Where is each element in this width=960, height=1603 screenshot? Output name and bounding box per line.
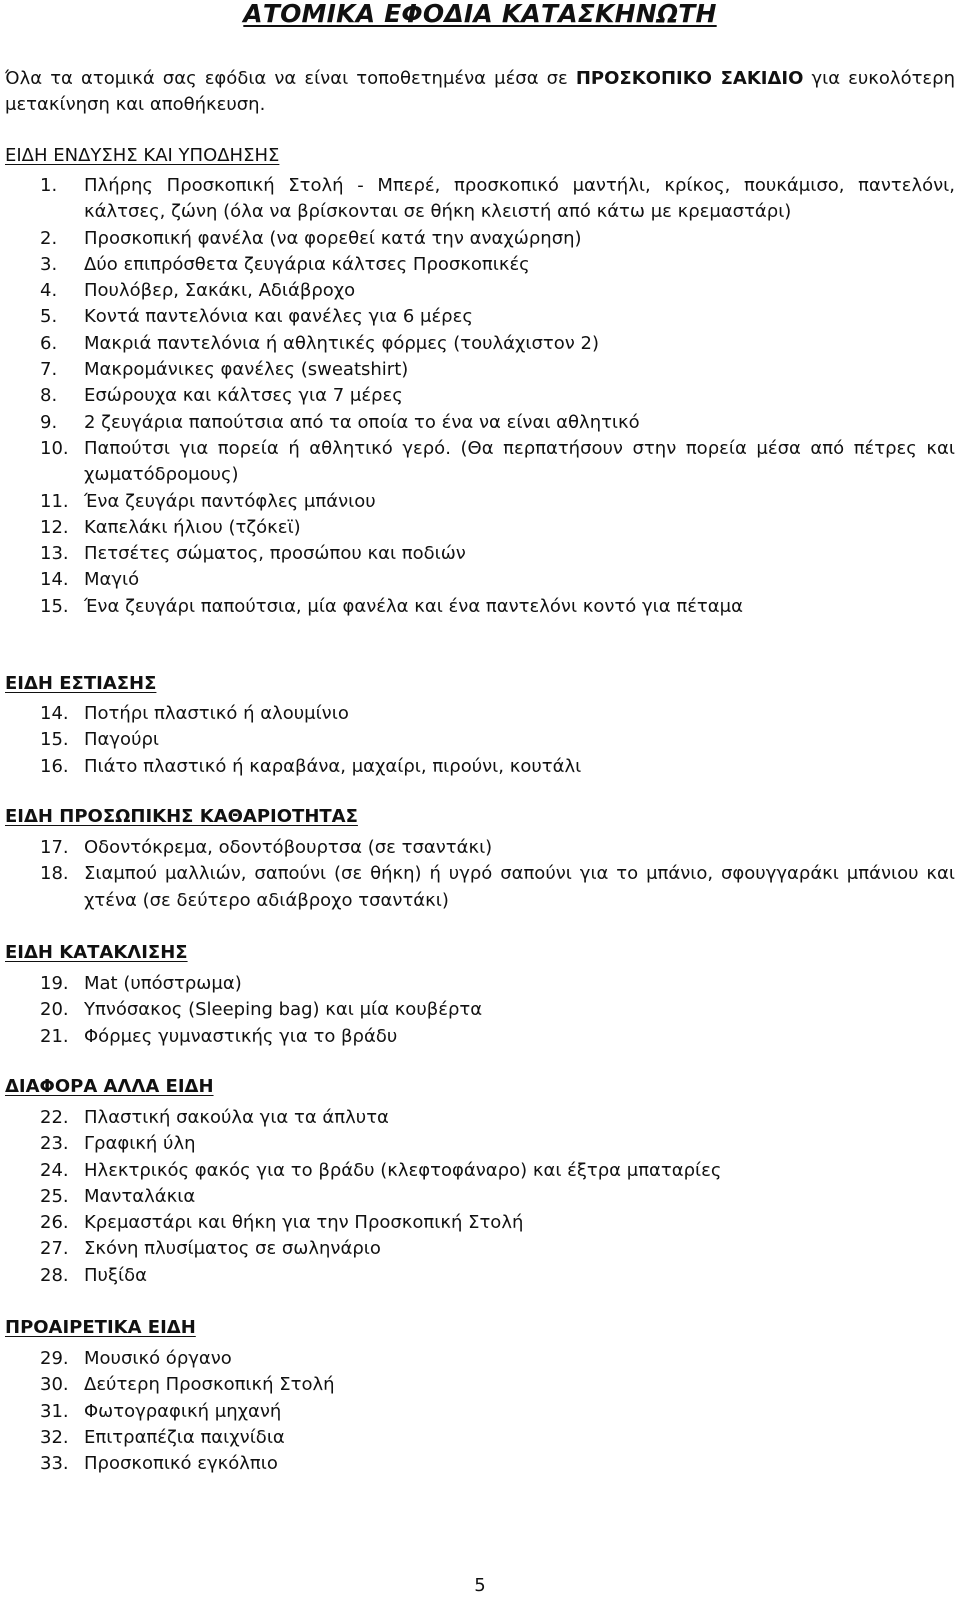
list-item [40,1158,955,1184]
list-item [40,357,955,383]
list-item [40,1451,955,1477]
list-item [40,489,955,515]
item-text: Φωτογραφική μηχανή [84,1400,282,1422]
list-item [40,1425,955,1451]
list-item [40,754,955,780]
item-number: 14. [40,703,69,724]
list-item [40,1210,955,1236]
intro-paragraph [5,66,955,118]
item-text: Μακρομάνικες φανέλες (sweatshirt) [84,359,409,381]
item-number: 6. [40,332,58,354]
intro-text-start: Όλα τα ατομικά σας εφόδια να είναι τοποθετημένα μέσα σε [5,68,576,89]
item-number: 8. [40,385,58,407]
section-list-sleeping [40,971,955,1050]
list-item [40,971,955,997]
item-text: Κρεμαστάρι και θήκη για την Προσκοπική Στολή [84,1212,524,1234]
list-item [40,226,955,252]
item-number: 33. [40,1453,69,1475]
item-text: Προσκοπική φανέλα (να φορεθεί κατά την αναχώρηση) [84,227,582,249]
item-number: 15. [40,595,69,617]
item-text: Ηλεκτρικός φακός για το βράδυ (κλεφτοφάναρο) και έξτρα μπαταρίες [84,1159,722,1181]
item-text: Υπνόσακος (Sleeping bag) και μία κουβέρτα [84,999,483,1021]
item-number: 26. [40,1212,69,1234]
list-item [40,1346,955,1372]
item-number: 31. [40,1400,69,1422]
section-list-hygiene [40,835,955,914]
item-text: Μουσικό όργανο [84,1348,232,1369]
item-number: 15. [40,729,69,751]
section-heading-optional: ΠΡΟΑΙΡΕΤΙΚΑ ΕΙΔΗ [5,1317,196,1338]
list-item [40,278,955,304]
section-list-optional [40,1346,955,1477]
item-text: Προσκοπικό εγκόλπιο [84,1453,278,1475]
item-text: Πουλόβερ, Σακάκι, Αδιάβροχο [84,280,356,302]
item-text: Mat (υπόστρωμα) [84,973,242,994]
item-text: Πλήρης Προσκοπική Στολή - Μπερέ, προσκοπικό μαντήλι, κρίκος, πουκάμισο, παντελόνι, κάλτσες, ζώνη (όλα να βρίσκονται σε θήκη κλειστή από κάτω με κρεμαστάρι) [84,175,955,223]
item-number: 21. [40,1025,69,1047]
item-number: 24. [40,1159,69,1181]
item-number: 2. [40,227,58,249]
item-number: 29. [40,1348,69,1369]
list-item [40,541,955,567]
item-text: Παγούρι [84,729,159,751]
list-item [40,1372,955,1398]
section-heading-hygiene: ΕΙΔΗ ΠΡΟΣΩΠΙΚΗΣ ΚΑΘΑΡΙΟΤΗΤΑΣ [5,806,358,827]
item-number: 14. [40,569,69,591]
list-item [40,997,955,1023]
list-item [40,1105,955,1131]
list-item [40,1024,955,1050]
section-heading-sleeping: ΕΙΔΗ ΚΑΤΑΚΛΙΣΗΣ [5,942,188,963]
list-item [40,861,955,914]
item-text: Φόρμες γυμναστικής για το βράδυ [84,1025,398,1047]
section-heading-dining: ΕΙΔΗ ΕΣΤΙΑΣΗΣ [5,673,157,694]
item-text: Εσώρουχα και κάλτσες για 7 μέρες [84,385,403,407]
list-item [40,383,955,409]
item-text: Επιτραπέζια παιχνίδια [84,1426,285,1448]
list-item [40,1399,955,1425]
section-heading-clothing: ΕΙΔΗ ΕΝΔΥΣΗΣ ΚΑΙ ΥΠΟΔΗΣΗΣ [5,145,280,166]
list-item [40,1263,955,1289]
item-number: 7. [40,359,58,381]
list-item [40,436,955,489]
item-number: 19. [40,973,69,994]
item-number: 12. [40,516,69,538]
section-list-clothing [40,173,955,620]
item-number: 16. [40,755,69,777]
item-number: 27. [40,1238,69,1260]
list-item [40,173,955,226]
item-number: 18. [40,863,69,885]
list-item [40,331,955,357]
list-item [40,304,955,330]
item-text: Οδοντόκρεμα, οδοντόβουρτσα (σε τσαντάκι) [84,837,493,858]
item-text: Πιάτο πλαστικό ή καραβάνα, μαχαίρι, πιρούνι, κουτάλι [84,755,582,777]
item-number: 4. [40,280,58,302]
list-item [40,1131,955,1157]
item-number: 30. [40,1374,69,1396]
item-text: Πλαστική σακούλα για τα άπλυτα [84,1107,389,1128]
item-text: Γραφική ύλη [84,1133,196,1155]
item-text: Μακριά παντελόνια ή αθλητικές φόρμες (τουλάχιστον 2) [84,332,600,354]
item-text: Παπούτσι για πορεία ή αθλητικό γερό. (Θα περπατήσουν στην πορεία μέσα από πέτρες και χωματόδρομους) [84,437,955,486]
page-number: 5 [474,1575,486,1596]
item-text: Πυξίδα [84,1264,147,1286]
item-number: 28. [40,1264,69,1286]
item-number: 11. [40,490,69,512]
item-text: Ένα ζευγάρι παντόφλες μπάνιου [84,490,376,512]
item-text: Μαγιό [84,569,140,591]
item-number: 10. [40,437,69,459]
list-item [40,1184,955,1210]
item-number: 9. [40,411,58,433]
list-item [40,701,955,727]
list-item [40,567,955,593]
item-number: 32. [40,1426,69,1448]
intro-emphasis: ΠΡΟΣΚΟΠΙΚΟ ΣΑΚΙΔΙΟ [575,68,804,89]
item-number: 13. [40,543,69,565]
list-item [40,594,955,620]
list-item [40,515,955,541]
item-text: 2 ζευγάρια παπούτσια από τα οποία το ένα να είναι αθλητικό [84,411,640,433]
list-item [40,1236,955,1262]
section-list-misc [40,1105,955,1289]
item-number: 17. [40,837,69,858]
item-number: 3. [40,253,58,275]
list-item [40,252,955,278]
item-text: Κοντά παντελόνια και φανέλες για 6 μέρες [84,306,473,328]
item-number: 23. [40,1133,69,1155]
item-text: Σιαμπού μαλλιών, σαπούνι (σε θήκη) ή υγρό σαπούνι για το μπάνιο, σφουγγαράκι μπάνιου και χτένα (σε δεύτερο αδιάβροχο τσαντάκι) [84,863,955,911]
list-item [40,727,955,753]
list-item [40,835,955,861]
item-number: 22. [40,1107,69,1128]
item-text: Ένα ζευγάρι παπούτσια, μία φανέλα και ένα παντελόνι κοντό για πέταμα [84,595,743,617]
item-text: Καπελάκι ήλιου (τζόκεϊ) [84,516,301,538]
item-text: Μανταλάκια [84,1185,196,1207]
list-item [40,410,955,436]
item-text: Δεύτερη Προσκοπική Στολή [84,1374,335,1396]
item-text: Δύο επιπρόσθετα ζευγάρια κάλτσες Προσκοπικές [84,253,530,275]
item-text: Πετσέτες σώματος, προσώπου και ποδιών [84,543,466,565]
item-number: 20. [40,999,69,1021]
section-list-dining [40,701,955,780]
intro-text-end: για ευκολότερη μετακίνηση και αποθήκευση. [5,68,955,115]
item-text: Ποτήρι πλαστικό ή αλουμίνιο [84,703,349,724]
item-number: 25. [40,1185,69,1207]
item-number: 1. [40,175,58,196]
section-heading-misc: ΔΙΑΦΟΡΑ ΑΛΛΑ ΕΙΔΗ [5,1076,214,1097]
item-number: 5. [40,306,58,328]
page-title: ΑΤΟΜΙΚΑ ΕΦΟΔΙΑ ΚΑΤΑΣΚΗΝΩΤΗ [243,0,717,28]
item-text: Σκόνη πλυσίματος σε σωληνάριο [84,1238,381,1260]
